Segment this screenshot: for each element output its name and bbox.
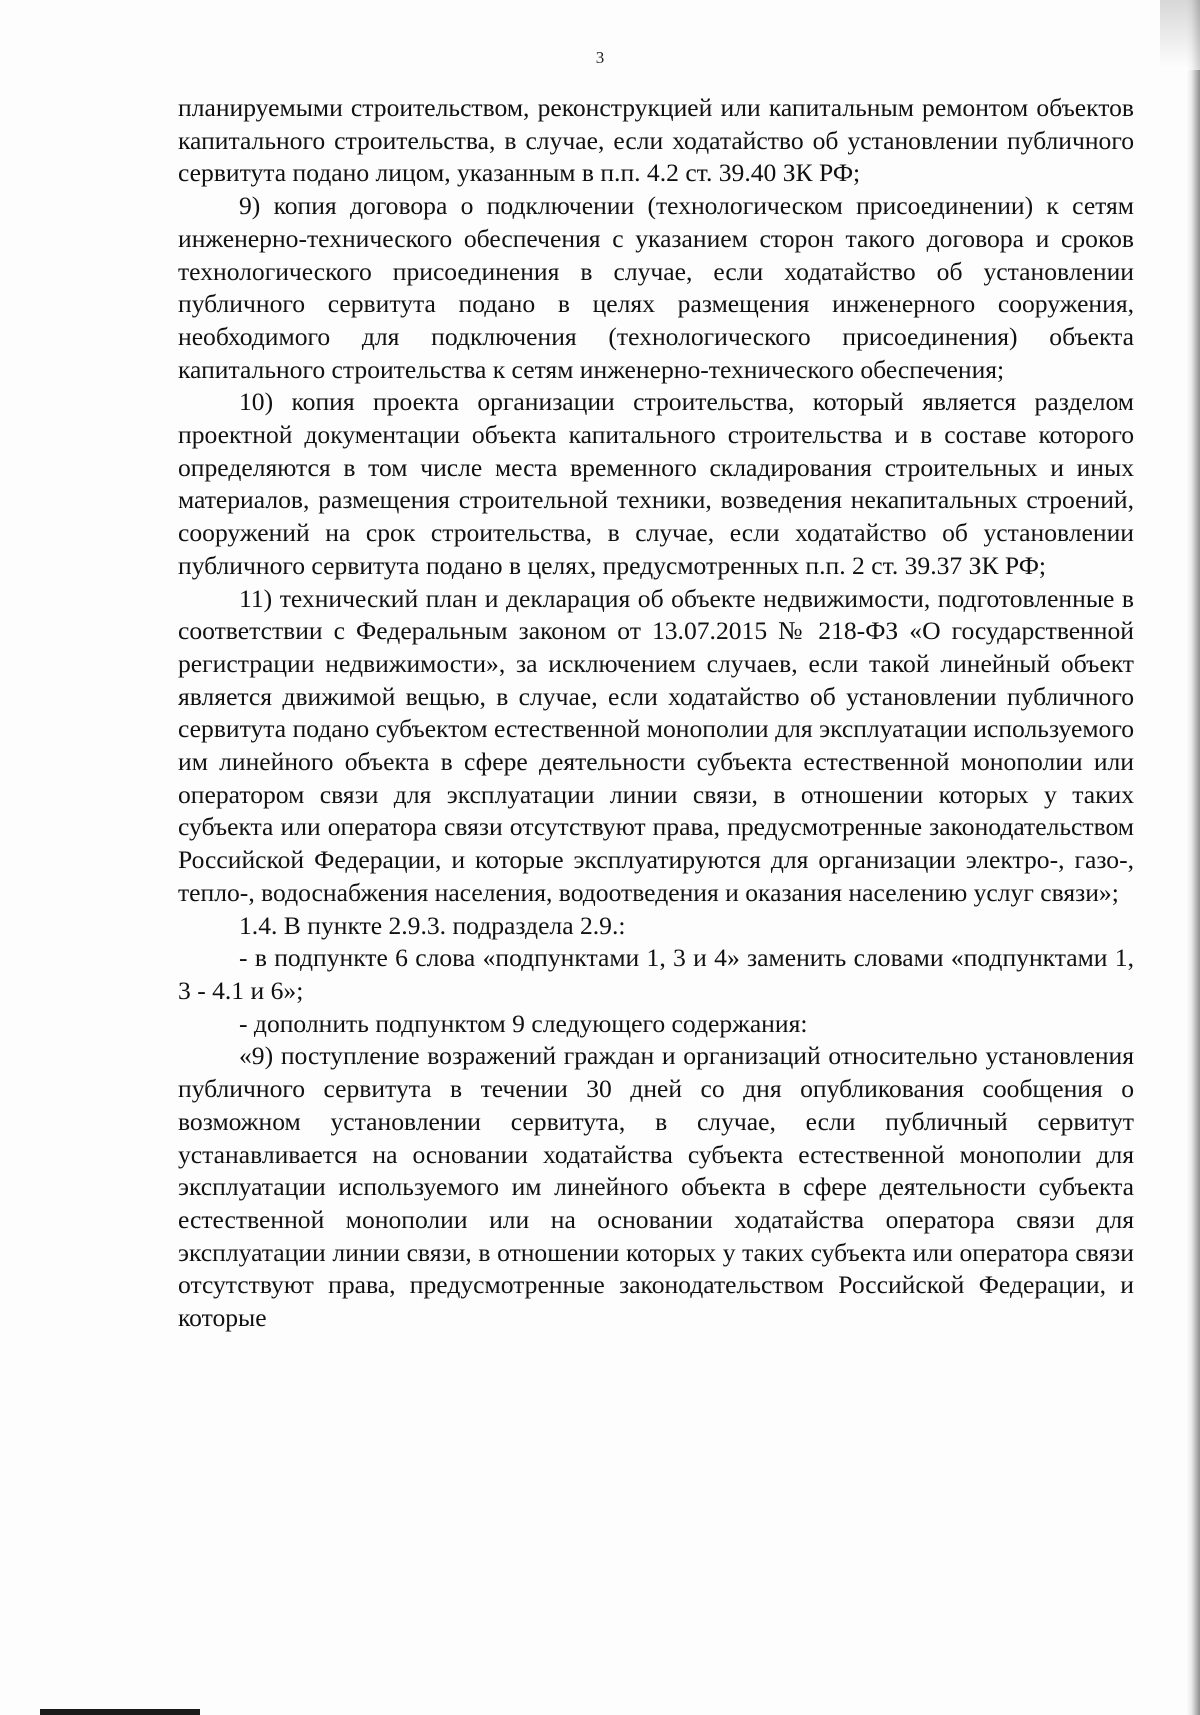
paragraph-item-11: 11) технический план и декларация об объекте недвижимости, подготовленные в соответствии с Федеральным законом от 13.07.2015 № 218-ФЗ «О государственной регистрации недвижимости», за исключением случаев, если такой линейный объект является движимой вещью, в случае, если ходатайство об установлении публичного сервитута подано субъектом естественной монополии для эксплуатации используемого им линейного объекта в сфере деятельности субъекта естественной монополии или оператором связи для эксплуатации линии связи, в отношении которых у таких субъекта или оператора связи отсутствуют права, предусмотренные законодательством Российской Федерации, и которые эксплуатируются для организации электро-, газо-, тепло-, водоснабжения населения, водоотведения и оказания населению услуг связи»; — [178, 583, 1134, 907]
paragraph-add-subitem-9: - дополнить подпунктом 9 следующего содержания: — [239, 1008, 808, 1038]
scan-edge-shadow — [1186, 0, 1200, 1715]
paragraph-new-item-9: «9) поступление возражений граждан и организаций относительно установления публичного сервитута в течении 30 дней со дня опубликования сообщения о возможном установлении сервитута, в случае, если публичный сервитут устанавливается на основании ходатайства субъекта естественной монополии для эксплуатации используемого им линейного объекта в сфере деятельности субъекта естественной монополии или на основании ходатайства оператора связи для эксплуатации линии связи, в отношении которых у таких субъекта или оператора связи отсутствуют права, предусмотренные законодательством Российской Федерации, и которые — [178, 1041, 1134, 1333]
paragraph-item-10: 10) копия проекта организации строительства, который является разделом проектной документации объекта капитального строительства и в составе которого определяются в том числе места временного складирования строительных и иных материалов, размещения строительной техники, возведения некапитальных строений, сооружений на срок строительства, в случае, если ходатайство об установлении публичного сервитута подано в целях, предусмотренных п.п. 2 ст. 39.37 ЗК РФ; — [178, 387, 1134, 580]
paragraph-section-1-4: 1.4. В пункте 2.9.3. подраздела 2.9.: — [239, 910, 626, 940]
page-number: 3 — [595, 48, 605, 67]
scan-bottom-mark — [40, 1709, 200, 1715]
paragraph-continuation: планируемыми строительством, реконструкцией или капитальным ремонтом объектов капитального строительства, в случае, если ходатайство об установлении публичного сервитута подано лицом, указанным в п.п. 4.2 ст. 39.40 ЗК РФ; — [178, 93, 1134, 188]
paragraph-amend-subitem-6: - в подпункте 6 слова «подпунктами 1, 3 и 4» заменить словами «подпунктами 1, 3 - 4.1 и 6»; — [178, 943, 1134, 1005]
paragraph-item-9: 9) копия договора о подключении (технологическом присоединении) к сетям инженерно-технического обеспечения с указанием сторон такого договора и сроков технологического присоединения в случае, если ходатайство об установлении публичного сервитута подано в целях размещения инженерного сооружения, необходимого для подключения (технологического присоединения) объекта капитального строительства к сетям инженерно-технического обеспечения; — [178, 191, 1134, 384]
document-body — [178, 92, 1134, 1335]
